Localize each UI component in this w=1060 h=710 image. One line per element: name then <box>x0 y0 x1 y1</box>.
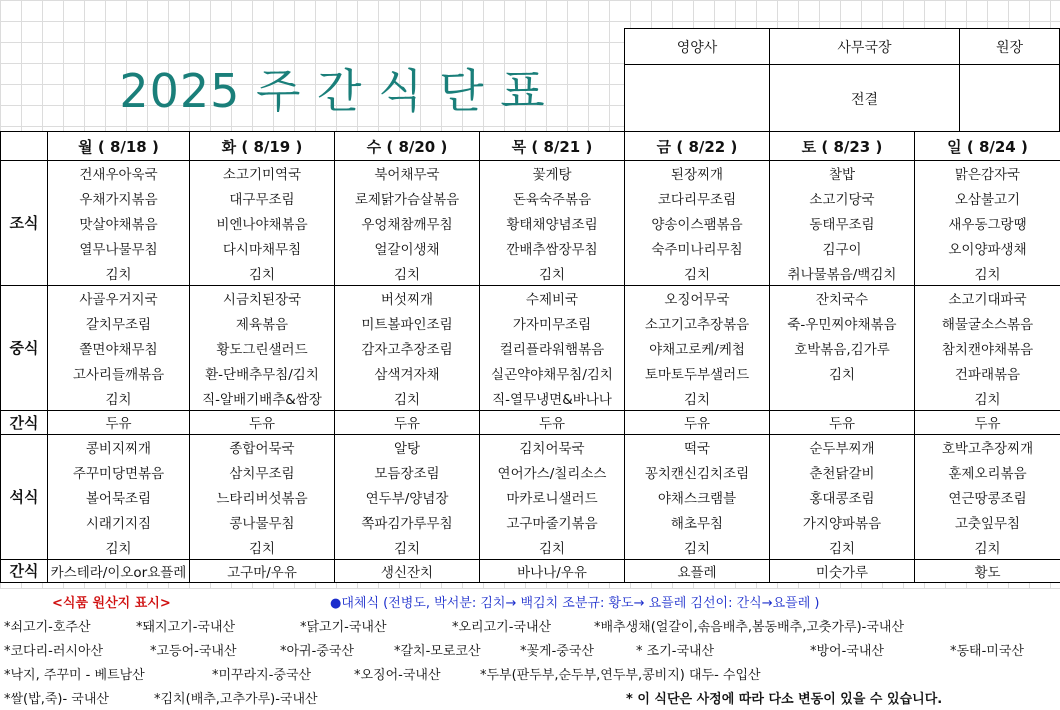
origin-item: *배추생채(얼갈이,솎음배추,봄동배추,고춧가루)-국내산 <box>594 620 905 635</box>
snack-item: 두유 <box>335 410 480 434</box>
meal-label-breakfast: 조식 <box>1 161 48 286</box>
menu-item: 종합어묵국 <box>190 434 335 459</box>
menu-item: 김치 <box>480 534 625 559</box>
snack-item: 두유 <box>48 410 190 434</box>
meal-label-snack1: 간식 <box>1 410 48 434</box>
menu-item: 대구무조림 <box>190 186 335 211</box>
snack-item: 미숫가루 <box>770 559 915 582</box>
menu-item: 김치 <box>770 360 915 385</box>
menu-item: 호박고추장찌개 <box>915 434 1060 459</box>
menu-item: 김치 <box>48 260 190 285</box>
menu-item: 돈육숙주볶음 <box>480 186 625 211</box>
menu-item: 소고기대파국 <box>915 285 1060 310</box>
snack-item: 두유 <box>480 410 625 434</box>
menu-item: 떡국 <box>625 434 770 459</box>
origin-item: *쇠고기-호주산 <box>4 620 91 635</box>
origin-item: *오리고기-국내산 <box>452 620 552 635</box>
menu-item: 호박볶음,김가루 <box>770 336 915 361</box>
menu-row <box>1 311 1060 336</box>
snack-item: 생신잔치 <box>335 559 480 582</box>
substitute-note: ●대체식 (전병도, 박서분: 김치→ 백김치 조분규: 황도→ 요플레 김선이: 간식→요플레 ) <box>330 596 820 611</box>
menu-item: 소고기당국 <box>770 186 915 211</box>
menu-row <box>1 534 1060 559</box>
menu-item: 숙주미나리무침 <box>625 235 770 260</box>
menu-row <box>1 485 1060 510</box>
approval-sign-head <box>959 65 1059 133</box>
origin-item: *갈치-모로코산 <box>394 644 481 659</box>
menu-item: 김치 <box>625 534 770 559</box>
menu-item: 볼어묵조림 <box>48 485 190 510</box>
menu-row <box>1 211 1060 236</box>
menu-item: 된장찌개 <box>625 161 770 186</box>
menu-item: 야채고로케/케첩 <box>625 336 770 361</box>
menu-item: 새우동그랑땡 <box>915 211 1060 236</box>
menu-item: 맑은감자국 <box>915 161 1060 186</box>
menu-item: 동태무조림 <box>770 211 915 236</box>
menu-item: 직-알배기배추&쌈장 <box>190 385 335 410</box>
menu-item: 오징어무국 <box>625 285 770 310</box>
day-header: 월 ( 8/18 ) <box>48 132 190 161</box>
day-header: 목 ( 8/21 ) <box>480 132 625 161</box>
origin-row-1 <box>0 613 1060 637</box>
menu-item: 김치 <box>915 260 1060 285</box>
menu-row <box>1 336 1060 361</box>
menu-item: 꽃게탕 <box>480 161 625 186</box>
menu-item: 참치캔야채볶음 <box>915 336 1060 361</box>
menu-item: 해초무침 <box>625 509 770 534</box>
menu-row <box>1 385 1060 410</box>
menu-item: 갈치무조림 <box>48 311 190 336</box>
origin-item: *두부(판두부,순두부,연두부,콩비지) 대두- 수입산 <box>480 668 761 683</box>
menu-row <box>1 434 1060 459</box>
menu-item: 버섯찌개 <box>335 285 480 310</box>
menu-item: 깐배추쌈장무침 <box>480 235 625 260</box>
origin-item: *아귀-중국산 <box>280 644 354 659</box>
menu-item: 쫄면야채무침 <box>48 336 190 361</box>
menu-item: 수제비국 <box>480 285 625 310</box>
snack-item: 바나나/우유 <box>480 559 625 582</box>
menu-item <box>770 385 915 410</box>
menu-item: 건파래볶음 <box>915 360 1060 385</box>
menu-item: 김치 <box>915 385 1060 410</box>
menu-row <box>1 260 1060 285</box>
menu-row <box>1 285 1060 310</box>
origin-item: *미꾸라지-중국산 <box>212 668 312 683</box>
menu-row <box>1 161 1060 186</box>
page-title: 2025 주 간 식 단 표 <box>119 64 546 118</box>
origin-item: *닭고기-국내산 <box>300 620 387 635</box>
footer <box>0 589 1060 710</box>
snack-row <box>1 559 1060 582</box>
snack-item: 두유 <box>770 410 915 434</box>
snack-item: 두유 <box>625 410 770 434</box>
approval-director: 사무국장 <box>769 29 959 65</box>
menu-item: 연어가스/칠리소스 <box>480 460 625 485</box>
snack-item: 두유 <box>915 410 1060 434</box>
meal-label-dinner: 석식 <box>1 434 48 559</box>
menu-item: 잔치국수 <box>770 285 915 310</box>
notice-text: * 이 식단은 사정에 따라 다소 변동이 있을 수 있습니다. <box>626 692 943 707</box>
menu-item: 김구이 <box>770 235 915 260</box>
meal-label-snack2: 간식 <box>1 559 48 582</box>
menu-item: 김치 <box>770 534 915 559</box>
snack-item: 두유 <box>190 410 335 434</box>
menu-item: 김치 <box>625 260 770 285</box>
origin-title: <식품 원산지 표시> <box>52 596 171 611</box>
menu-item: 삼치무조림 <box>190 460 335 485</box>
origin-item: *고등어-국내산 <box>150 644 237 659</box>
menu-item: 황도그린샐러드 <box>190 336 335 361</box>
origin-item: *낙지, 주꾸미 - 베트남산 <box>4 668 145 683</box>
corner-cell <box>1 132 48 161</box>
menu-item: 우엉채참깨무침 <box>335 211 480 236</box>
menu-item: 소고기고추장볶음 <box>625 311 770 336</box>
menu-item: 직-열무냉면&바나나 <box>480 385 625 410</box>
menu-item: 홍대콩조림 <box>770 485 915 510</box>
menu-item: 오삼불고기 <box>915 186 1060 211</box>
menu-item: 맛살야채볶음 <box>48 211 190 236</box>
menu-item: 김치 <box>48 534 190 559</box>
menu-item: 건새우아욱국 <box>48 161 190 186</box>
menu-item: 김치 <box>48 385 190 410</box>
menu-item: 주꾸미당면볶음 <box>48 460 190 485</box>
menu-item: 오이양파생채 <box>915 235 1060 260</box>
menu-item: 토마토두부샐러드 <box>625 360 770 385</box>
approval-nutritionist: 영양사 <box>625 29 770 65</box>
menu-item: 야채스크램블 <box>625 485 770 510</box>
menu-item: 실곤약야채무침/김치 <box>480 360 625 385</box>
menu-item: 김치 <box>335 260 480 285</box>
menu-item: 꽁치캔신김치조림 <box>625 460 770 485</box>
menu-item: 컬리플라워햄볶음 <box>480 336 625 361</box>
menu-item: 코다리무조림 <box>625 186 770 211</box>
menu-item: 콩나물무침 <box>190 509 335 534</box>
snack-item: 고구마/우유 <box>190 559 335 582</box>
menu-item: 고춧잎무침 <box>915 509 1060 534</box>
snack-row <box>1 410 1060 434</box>
menu-item: 황태채양념조림 <box>480 211 625 236</box>
snack-item: 요플레 <box>625 559 770 582</box>
menu-item: 죽-우민찌야채볶음 <box>770 311 915 336</box>
menu-item: 고구마줄기볶음 <box>480 509 625 534</box>
menu-item: 고사리들깨볶음 <box>48 360 190 385</box>
day-header: 수 ( 8/20 ) <box>335 132 480 161</box>
origin-item: *돼지고기-국내산 <box>136 620 236 635</box>
menu-row <box>1 235 1060 260</box>
approval-sign-nutritionist <box>625 65 770 133</box>
menu-item: 김치 <box>335 534 480 559</box>
origin-item: *방어-국내산 <box>810 644 884 659</box>
menu-item: 열무나물무침 <box>48 235 190 260</box>
day-header-row <box>1 132 1060 161</box>
day-header: 금 ( 8/22 ) <box>625 132 770 161</box>
menu-item: 연두부/양념장 <box>335 485 480 510</box>
menu-item: 쪽파김가루무침 <box>335 509 480 534</box>
menu-item: 느타리버섯볶음 <box>190 485 335 510</box>
menu-item: 비엔나야채볶음 <box>190 211 335 236</box>
menu-item: 연근땅콩조림 <box>915 485 1060 510</box>
origin-row-4 <box>0 685 1060 709</box>
menu-item: 사골우거지국 <box>48 285 190 310</box>
menu-item: 김치어묵국 <box>480 434 625 459</box>
origin-row-2 <box>0 637 1060 661</box>
footer-row-title <box>0 589 1060 613</box>
menu-item: 춘천닭갈비 <box>770 460 915 485</box>
origin-item: *오징어-국내산 <box>354 668 441 683</box>
origin-item: * 조기-국내산 <box>636 644 715 659</box>
menu-item: 김치 <box>335 385 480 410</box>
approval-table <box>624 28 1060 133</box>
menu-item: 김치 <box>915 534 1060 559</box>
menu-item: 얼갈이생채 <box>335 235 480 260</box>
menu-row <box>1 186 1060 211</box>
origin-item: *김치(배추,고추가루)-국내산 <box>154 692 318 707</box>
menu-row <box>1 509 1060 534</box>
snack-item: 카스테라/이오or요플레 <box>48 559 190 582</box>
day-header: 일 ( 8/24 ) <box>915 132 1060 161</box>
menu-item: 순두부찌개 <box>770 434 915 459</box>
menu-item: 시금치된장국 <box>190 285 335 310</box>
menu-item: 가자미무조림 <box>480 311 625 336</box>
menu-item: 감자고추장조림 <box>335 336 480 361</box>
origin-item: *동태-미국산 <box>950 644 1024 659</box>
origin-item: *쌀(밥,죽)- 국내산 <box>4 692 109 707</box>
day-header: 화 ( 8/19 ) <box>190 132 335 161</box>
menu-item: 김치 <box>625 385 770 410</box>
origin-item: *코다리-러시아산 <box>4 644 104 659</box>
menu-item: 마카로니샐러드 <box>480 485 625 510</box>
menu-item: 알탕 <box>335 434 480 459</box>
menu-item: 가지양파볶음 <box>770 509 915 534</box>
menu-item: 김치 <box>480 260 625 285</box>
approval-head: 원장 <box>959 29 1059 65</box>
menu-item: 양송이스팸볶음 <box>625 211 770 236</box>
menu-item: 취나물볶음/백김치 <box>770 260 915 285</box>
origin-row-3 <box>0 661 1060 685</box>
snack-item: 황도 <box>915 559 1060 582</box>
day-header: 토 ( 8/23 ) <box>770 132 915 161</box>
menu-item: 우채가지볶음 <box>48 186 190 211</box>
menu-item: 김치 <box>190 260 335 285</box>
menu-table <box>0 131 1060 583</box>
menu-item: 다시마채무침 <box>190 235 335 260</box>
menu-item: 소고기미역국 <box>190 161 335 186</box>
menu-row <box>1 460 1060 485</box>
menu-item: 제육볶음 <box>190 311 335 336</box>
menu-item: 시래기지짐 <box>48 509 190 534</box>
meal-label-lunch: 중식 <box>1 285 48 410</box>
menu-item: 북어채무국 <box>335 161 480 186</box>
approval-stamp: 전결 <box>769 65 959 133</box>
menu-item: 모듬장조림 <box>335 460 480 485</box>
menu-item: 미트볼파인조림 <box>335 311 480 336</box>
menu-item: 찰밥 <box>770 161 915 186</box>
menu-item: 훈제오리볶음 <box>915 460 1060 485</box>
origin-item: *꽃게-중국산 <box>520 644 594 659</box>
menu-item: 삼색겨자채 <box>335 360 480 385</box>
menu-item: 콩비지찌개 <box>48 434 190 459</box>
menu-row <box>1 360 1060 385</box>
menu-item: 해물굴소스볶음 <box>915 311 1060 336</box>
menu-item: 로제닭가슴살볶음 <box>335 186 480 211</box>
menu-item: 김치 <box>190 534 335 559</box>
menu-item: 환-단배추무침/김치 <box>190 360 335 385</box>
